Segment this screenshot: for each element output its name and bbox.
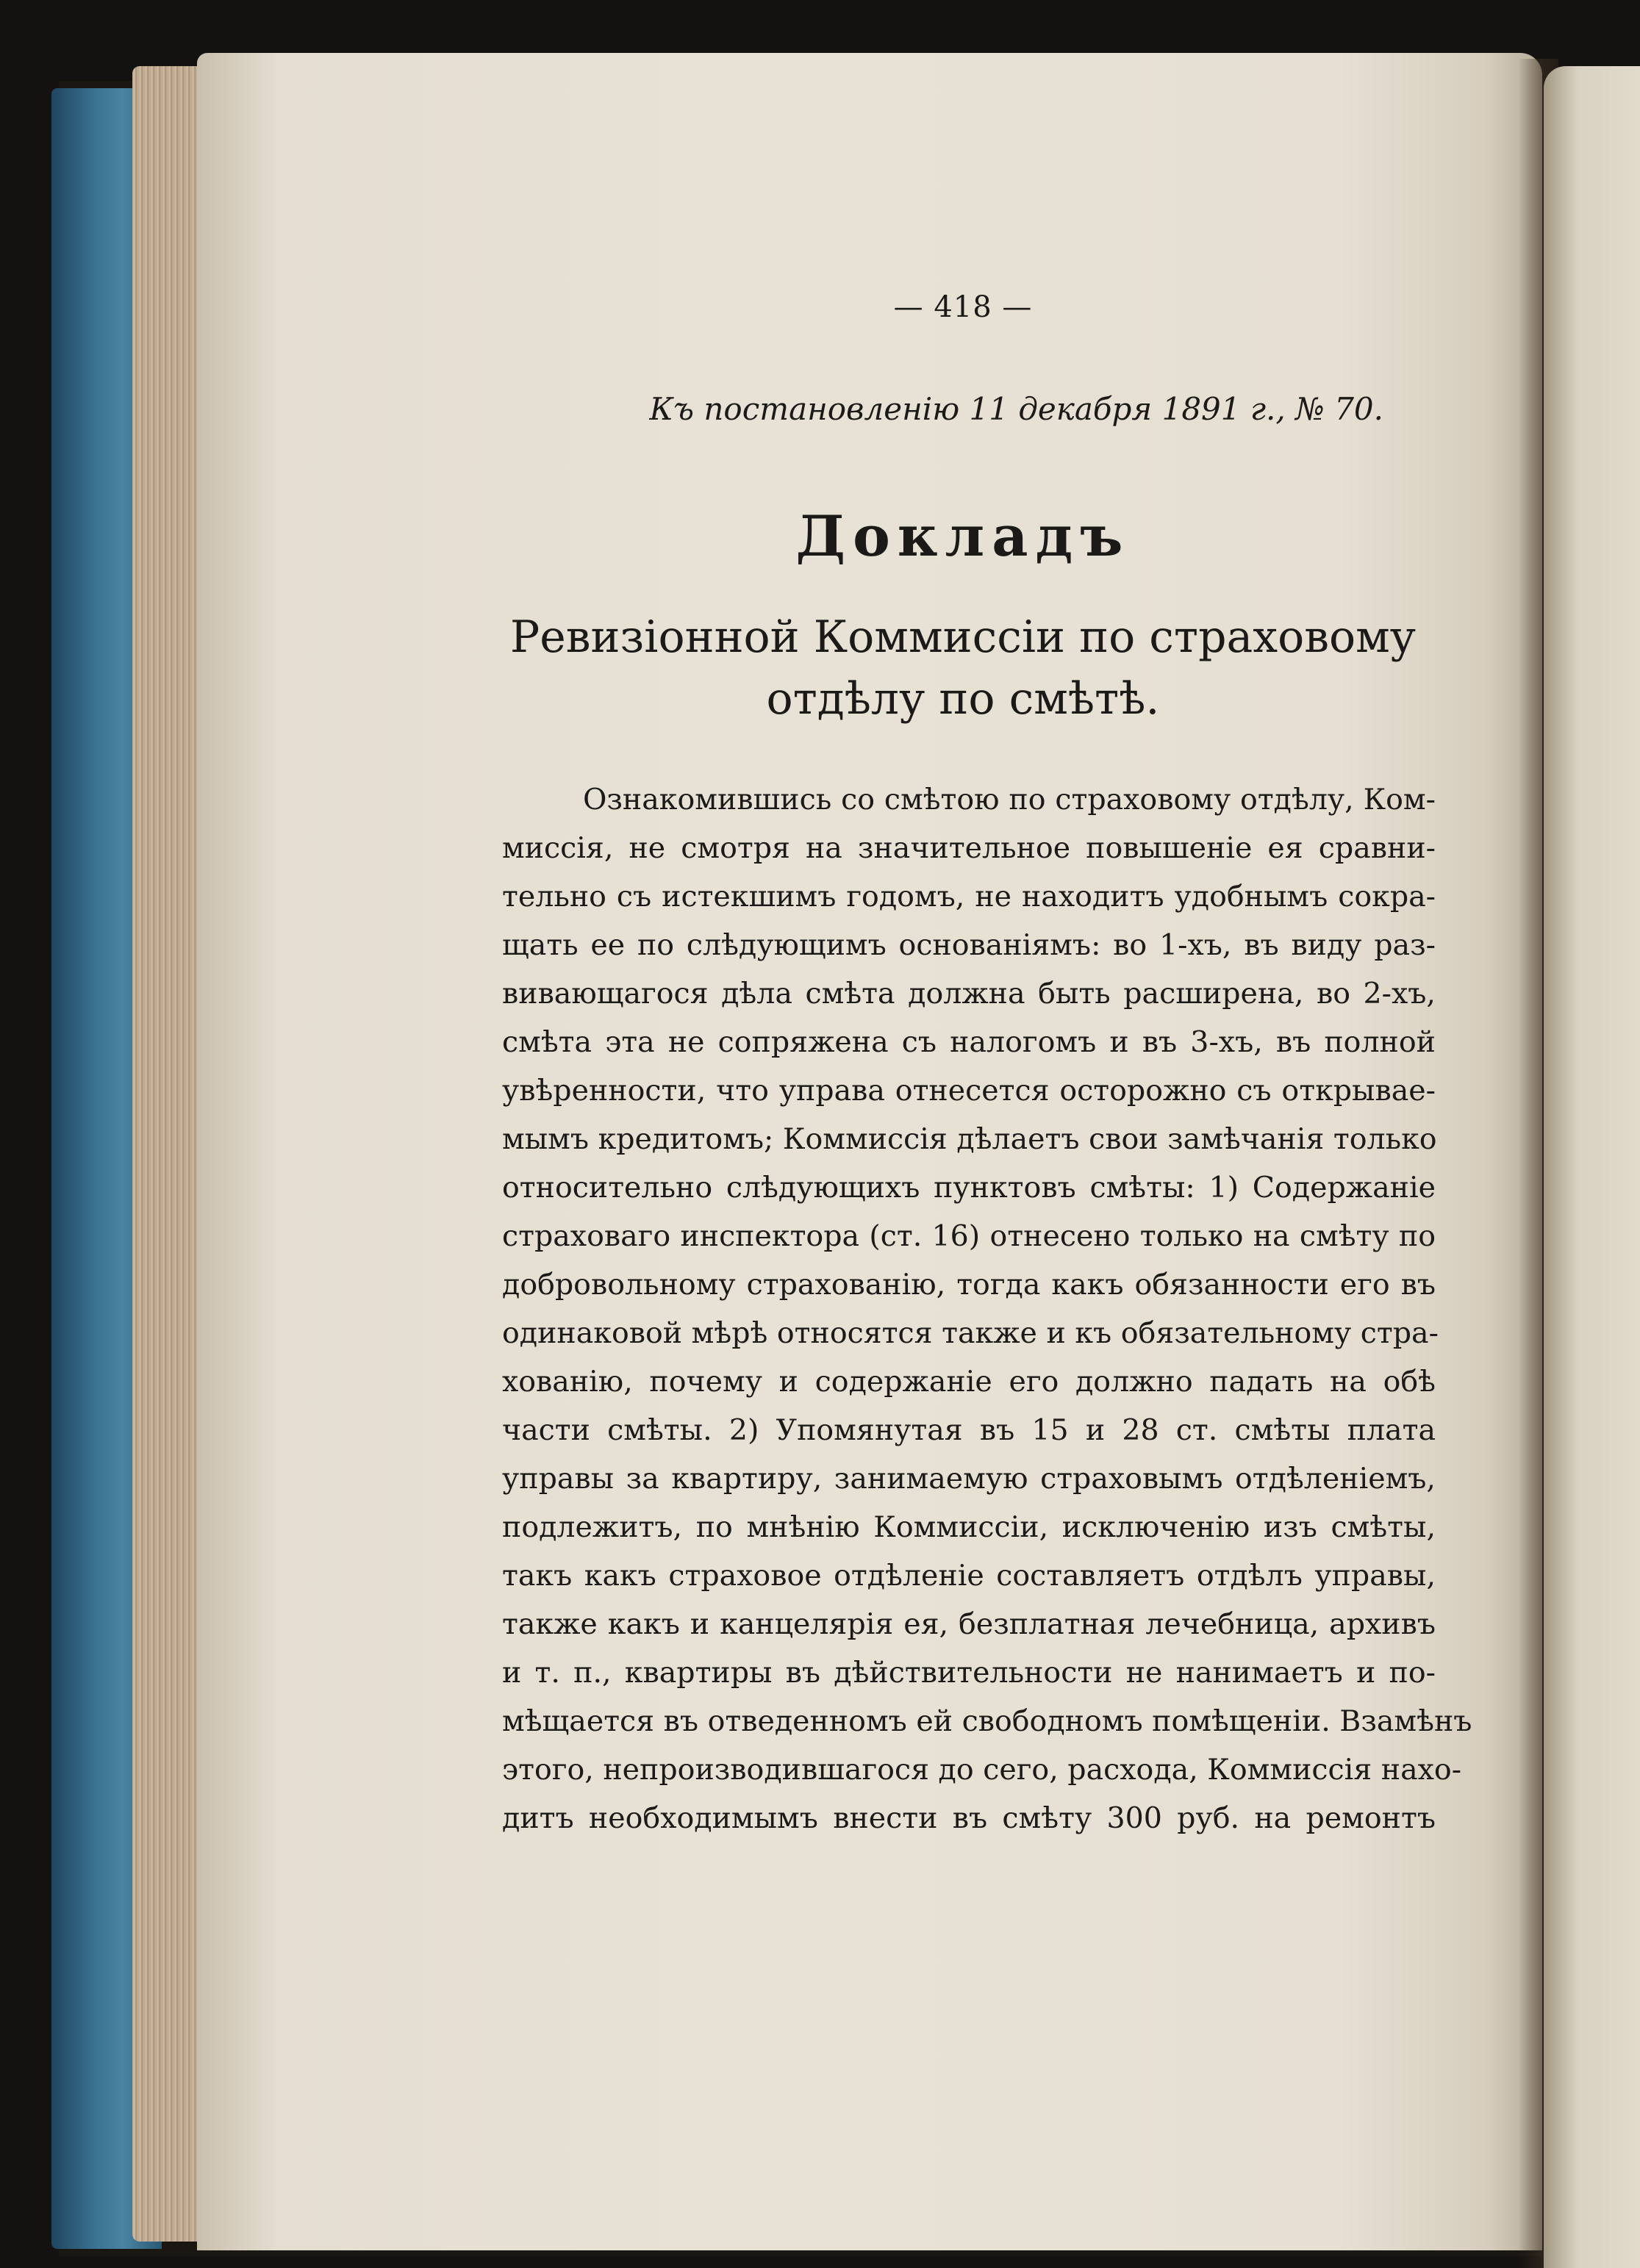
body-line: такъ какъ страховое отдѣленіе составляетъ отдѣлъ управы, bbox=[502, 1559, 1436, 1593]
resolution-reference: Къ постановленію 11 декабря 1891 г., № 70. bbox=[649, 391, 1383, 427]
report-body bbox=[502, 775, 1472, 1842]
page-number: — 418 — bbox=[893, 290, 1033, 324]
document-title: Докладъ bbox=[795, 503, 1131, 569]
body-line: подлежитъ, по мнѣнію Коммиссіи, исключенію изъ смѣты, bbox=[502, 1510, 1436, 1544]
body-line: относительно слѣдующихъ пунктовъ смѣты: 1) Содержаніе bbox=[502, 1171, 1436, 1205]
body-line: этого, непроизводившагося до сего, расхода, Коммиссія нахо- bbox=[502, 1753, 1462, 1787]
body-line: увѣренности, что управа отнесется осторожно съ открывае- bbox=[502, 1074, 1436, 1108]
body-line: также какъ и канцелярія ея, безплатная лечебница, архивъ bbox=[502, 1607, 1436, 1641]
body-line: страховаго инспектора (ст. 16) отнесено только на смѣту по bbox=[502, 1219, 1436, 1253]
body-line: одинаковой мѣрѣ относятся также и къ обязательному стра- bbox=[502, 1316, 1439, 1350]
body-line: мѣщается въ отведенномъ ей свободномъ помѣщеніи. Взамѣнъ bbox=[502, 1704, 1472, 1738]
body-line: щать ее по слѣдующимъ основаніямъ: во 1-хъ, въ виду раз- bbox=[502, 928, 1436, 962]
body-line: Ознакомившись со смѣтою по страховому отдѣлу, Ком- bbox=[583, 783, 1436, 817]
body-line: смѣта эта не сопряжена съ налогомъ и въ 3-хъ, въ полной bbox=[502, 1025, 1436, 1059]
body-line: части смѣты. 2) Упомянутая въ 15 и 28 ст. смѣты плата bbox=[502, 1413, 1436, 1447]
body-line: управы за квартиру, занимаемую страховымъ отдѣленіемъ, bbox=[502, 1462, 1436, 1496]
body-line: дитъ необходимымъ внести въ смѣту 300 руб. на ремонтъ bbox=[502, 1801, 1436, 1835]
body-line: тельно съ истекшимъ годомъ, не находитъ удобнымъ сокра- bbox=[502, 880, 1436, 914]
body-line: мымъ кредитомъ; Коммиссія дѣлаетъ свои замѣчанія только bbox=[502, 1122, 1437, 1156]
subtitle-line-1: Ревизіонной Коммиссіи по страховому bbox=[509, 611, 1417, 663]
body-line: добровольному страхованію, тогда какъ обязанности его въ bbox=[502, 1268, 1436, 1302]
body-line: вивающагося дѣла смѣта должна быть расширена, во 2-хъ, bbox=[502, 977, 1436, 1011]
document-subtitle bbox=[507, 606, 1419, 730]
body-line: хованію, почему и содержаніе его должно падать на обѣ bbox=[502, 1365, 1436, 1399]
facing-page-edge bbox=[1544, 66, 1640, 2268]
subtitle-line-2: отдѣлу по смѣтѣ. bbox=[766, 673, 1160, 725]
body-line: миссія, не смотря на значительное повышеніе ея сравни- bbox=[502, 831, 1436, 865]
body-line: и т. п., квартиры въ дѣйствительности не нанимаетъ и по- bbox=[502, 1656, 1436, 1690]
